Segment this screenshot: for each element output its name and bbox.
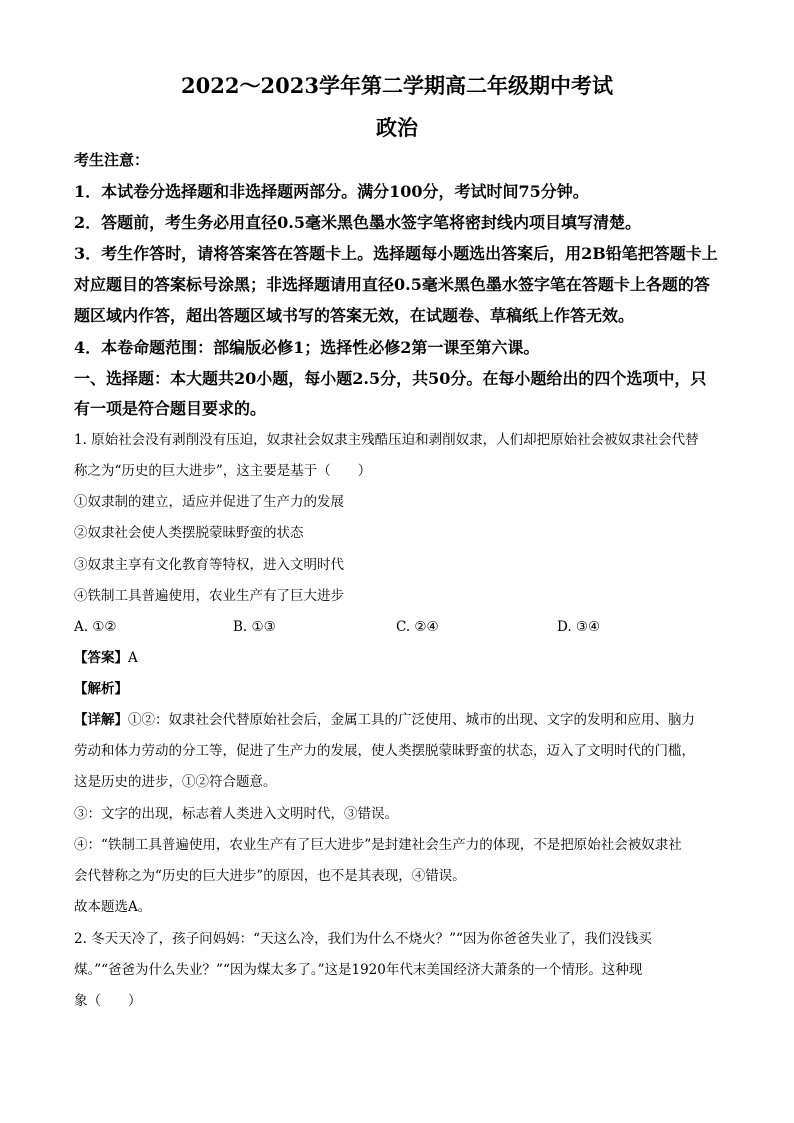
q1-conclusion: 故本题选A。 [74,899,152,915]
q1-detail-line: 劳动和体力劳动的分工等，促进了生产力的发展，使人类摆脱蒙昧野蛮的状态，迈入了文明时代的门槛， [74,743,695,759]
answer-tag: 【答案】 [74,650,128,666]
q1-option-d: D. ③④ [557,619,601,635]
q1-answer [74,648,138,668]
q1-item: ①奴隶制的建立，适应并促进了生产力的发展 [74,494,344,510]
notice-line: 4．本卷命题范围：部编版必修1；选择性必修2第一课至第六课。 [74,338,540,357]
subject-title: 政治 [376,115,418,140]
notice-line: 1．本试卷分选择题和非选择题两部分。满分100分，考试时间75分钟。 [74,182,589,201]
q2-stem: 2. 冬天天冷了，孩子问妈妈：“天这么冷，我们为什么不烧火？”“因为你爸爸失业了，我们没钱买 [74,931,652,947]
q1-detail [74,710,695,730]
q2-stem-cont: 煤。”“爸爸为什么失业？”“因为煤太多了。”这是1920年代末美国经济大萧条的一个情形。这种现 [74,962,643,978]
q2-stem-cont: 象（ ） [74,993,142,1009]
notice-line: 题区域内作答，超出答题区域书写的答案无效，在试题卷、草稿纸上作答无效。 [74,306,635,325]
answer-value: A [128,650,138,666]
q1-detail-line: ④：“铁制工具普遍使用，农业生产有了巨大进步”是封建社会生产力的体现，不是把原始社会被奴隶社 [74,837,682,853]
analysis-tag: 【解析】 [74,681,128,697]
notice-line: 对应题目的答案标号涂黑；非选择题请用直径0.5毫米黑色墨水签字笔在答题卡上各题的答 [74,275,710,294]
q1-option-b: B. ①③ [233,619,276,635]
exam-title: 2022～2023学年第二学期高二年级期中考试 [181,73,613,98]
q1-item: ③奴隶主享有文化教育等特权，进入文明时代 [74,557,344,573]
q1-option-c: C. ②④ [396,619,439,635]
q1-option-a: A. ①② [74,619,117,635]
q1-item: ④铁制工具普遍使用，农业生产有了巨大进步 [74,588,344,604]
notice-heading: 考生注意： [74,151,150,169]
q1-stem-cont: 称之为“历史的巨大进步”，这主要是基于（ ） [74,463,372,479]
q1-detail-line: 这是历史的进步，①②符合题意。 [74,774,277,790]
q1-item: ②奴隶社会使人类摆脱蒙昧野蛮的状态 [74,525,304,541]
notice-line: 2．答题前，考生务必用直径0.5毫米黑色墨水签字笔将密封线内项目填写清楚。 [74,213,641,232]
q1-analysis-tag [74,679,128,699]
detail-text: ①②：奴隶社会代替原始社会后，金属工具的广泛使用、城市的出现、文字的发明和应用、脑力 [128,712,695,728]
section-heading: 一、选择题：本大题共20小题，每小题2.5分，共50分。在每小题给出的四个选项中，只 [74,369,707,388]
q1-detail-line: ③：文字的出现，标志着人类进入文明时代，③错误。 [74,806,398,822]
q1-stem: 1. 原始社会没有剥削没有压迫，奴隶社会奴隶主残酷压迫和剥削奴隶，人们却把原始社会被奴隶社会代替 [74,432,699,448]
detail-tag: 【详解】 [74,712,128,728]
section-heading-cont: 有一项是符合题目要求的。 [74,399,267,418]
q1-detail-line: 会代替称之为“历史的巨大进步”的原因，也不是其表现，④错误。 [74,868,466,884]
notice-line: 3．考生作答时，请将答案答在答题卡上。选择题每小题选出答案后，用2B铅笔把答题卡上 [74,244,718,263]
